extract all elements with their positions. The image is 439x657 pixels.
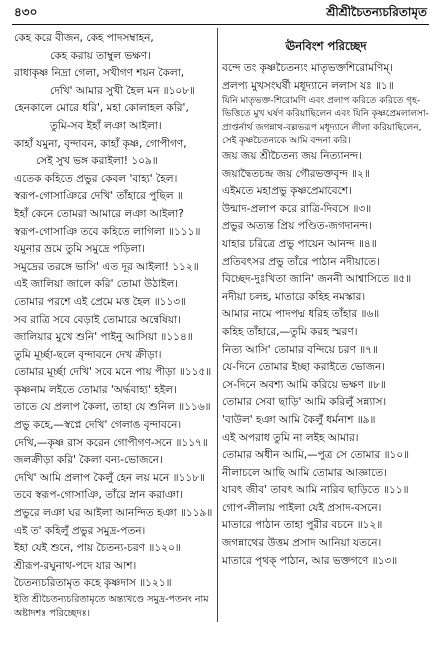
verse-line: স্বরূপ-গোসাঞি তবে কহিতে লাগিলা ॥১১১॥ [14,225,201,238]
verse-line: বিচ্ছেদ-দুঃখিতা জানি' জননী আশ্বাসিতে ॥৫॥ [222,273,412,286]
verse-line: সে-দিনে অবশ্য আমি করিয়ে ভক্ষণ ॥৮॥ [222,378,386,391]
verse-line: হেনকালে মোরে ধরি', মহা কোলাহল করি', [14,102,189,115]
verse-line: দেখি,—কৃষ্ণ রাস করেন গোপীগণ-সনে ॥১১৭॥ [14,436,208,449]
verse-line: দেখি' আমার সুখী হৈল মন ॥১০৮॥ [50,84,196,97]
verse-line: যাবৎ জীব' তাবৎ আমি নারিব ছাড়িতে ॥১১॥ [222,484,409,497]
verse-line: জগন্নাথের উত্তম প্রসাদ আনিয়া যতনে। [222,537,382,550]
verse-line: জয় জয় শ্রীচৈতন্য জয় নিত্যানন্দ। [222,150,362,162]
invocation-line: প্রলপ্য মুখসংঘর্ষী মধূদ্যানে ললাস যঃ ॥১॥ [222,79,394,92]
verse-line: তুমি মূর্চ্ছা-ছলে বৃন্দাবনে দেখ ক্রীড়া। [14,348,162,361]
verse-line: কেহ করায় তাম্বুল ভক্ষণ। [50,49,151,62]
verse-line: যমুনার ভ্রমে তুমি সমুদ্রে পড়িলা। [14,243,146,256]
verse-line: তাতে যে প্রলাপ কৈলা, তাহা যে শুনিল ॥১১৬॥ [14,401,211,414]
header-rule [12,24,429,25]
verse-line: ইহাঁ কেনে তোমরা আমারে লঞা আইলা? [14,207,184,220]
chapter-title: ঊনবিংশ পরিচ্ছেদ [285,39,367,53]
verse-line: জালিয়ার মুখে শুনি' পাইনু আসিয়া ॥১১৪॥ [14,331,193,344]
verse-line: তোমার সেবা ছাড়ি' আমি করিলুঁ সন্ন্যাস। [222,396,387,409]
verse-line: স্বরূপ-গোসাঞিরে দেখি' তাঁহারে পুছিল ॥ [14,190,183,203]
verse-line: জয়াদ্বৈতচন্দ্র জয় গৌরভক্তবৃন্দ ॥২॥ [222,167,370,180]
verse-line: প্রভু কহে,—স্বপ্নে দেখি' গেলাঙ বৃন্দাবনে। [14,419,182,432]
verse-line: সব রাত্রি সবে বেড়াই তোমারে অন্বেষিয়া। [14,313,181,326]
verse-line: এই অপরাধ তুমি না লইহ আমার। [222,431,359,444]
verse-line: উন্মাদ-প্রলাপ করে রাত্রি-দিবসে ॥৩॥ [222,202,372,215]
verse-line: জলক্রীড়া করি' কৈলা বন্য-ভোজনে। [14,454,163,467]
verse-line: সেই সুখ ভঙ্গ করাইলা! ১০৯॥ [36,155,158,168]
verse-line: গোপ-লীলায় পাইলা যেই প্রসাদ-বসনে। [222,501,382,514]
verse-line: নদীয়া চলহ, মাতারে কহিহ নমস্কার। [222,290,366,303]
verse-line: প্রভুর অত্যন্ত প্রিয় পণ্ডিত-জগদানন্দ। [222,220,372,233]
commentary: যিনি মাতৃভক্ত-শিরোমণি এবং প্রলাপ করিতে করিতে গৃহ-ভিত্তিতে মুখ ঘর্ষণ করিয়াছিলেন এবং যিনি কৃষ্ণপ্রেমলালসা-প্রাপ্তর্নার্থ জগন্নাথ-বল্লভরূপ মধূদ্যানে লীলা করিয়াছিলেন, সেই কৃষ্ণচৈতন্যকে আমি বন্দনা করি। [222,96,429,146]
verse-line: ইহা যেই শুনে, পায় চৈতন্য-চরণ ॥১২০॥ [14,542,181,555]
right-column [222,36,430,570]
verse-line: সমুদ্রের তরঙ্গে ভাসি' এত দূর আইলা! ১১২॥ [14,260,199,273]
verse-line: তোমার মূর্চ্ছা দেখি' সবে মনে পায় পীড়া ॥১১৫॥ [14,366,212,379]
page-header [14,4,429,22]
book-title: শ্রীশ্রীচৈতন্যচরিতামৃত [326,5,427,19]
verse-line: তবে স্বরূপ-গোসাঞি, তাঁরে স্নান করাঞা। [14,489,183,502]
page-number: ৪৩০ [14,5,38,19]
verse-line: তোমার অধীন আমি,—পুত্র সে তোমার ॥১০॥ [222,449,410,462]
verse-line: কেহ করে বীজন, কেহ পাদসম্বাহন, [14,32,154,44]
verse-line: এতেক কহিতে প্রভুর কেবল 'বাহ্য' হৈল। [14,172,178,185]
verse-line: এই জালিয়া জালে করি' তোমা উঠাইল। [14,278,179,291]
verse-line: মাতারে পাঠান তাহা পুরীর বচনে ॥১২॥ [222,519,383,532]
left-column [14,30,214,621]
verse-line: নিত্য আসি' তোমার বন্দিয়ে চরণ ॥৭॥ [222,343,378,356]
verse-line: প্রতিবৎসর প্রভু তাঁরে পাঠান নদীয়াতে। [222,255,380,268]
verse-line: মাতারে পৃথক্ পাঠান, আর ভক্তগণে ॥১৩॥ [222,554,398,567]
verse-line: 'বাউল' হঞা আমি কৈলুঁ ধর্মনাশ ॥৯॥ [222,413,376,426]
verse-line: আমার নামে পাদপদ্ম ধরিহ তাঁহার ॥৬॥ [222,308,380,321]
verse-line: এইমতে মহাপ্রভু কৃষ্ণপ্রেমাবেশে। [222,185,352,198]
column-divider [217,28,218,622]
verse-line: নীলাচলে আছি আমি তোমার আজ্ঞাতে। [222,466,387,479]
verse-line: যাহার চরিত্রে প্রভু পায়েন আনন্দ ॥৪॥ [222,237,377,250]
verse-line: রাধাকৃষ্ণ নিদ্রা গেলা, সখীগণ শয়ন কৈলা, [14,67,185,80]
verse-line: চৈতন্যচরিতামৃত কহে কৃষ্ণদাস ॥১২১॥ [14,577,172,590]
verse-line: এই ত' কহিলুঁ প্রভুর সমুদ্র-পতন। [14,524,146,537]
verse-line: শ্রীরূপ-রঘুনাথ-পদে যার আশ। [14,559,137,572]
verse-line: কৃষ্ণনাম লইতে তোমার 'অর্দ্ধবাহ্য' হইল। [14,383,177,396]
verse-line: কাহাঁ যমুনা, বৃন্দাবন, কাহাঁ কৃষ্ণ, গোপীগণ, [14,137,187,150]
verse-line: তোমার পরশে এই প্রেমে মত্ত হৈল ॥১১৩॥ [14,295,187,308]
verse-line: যে-দিনে তোমার ইচ্ছা করাইতে ভোজন। [222,361,386,374]
verse-line: কহিহ তাঁহারে,—তুমি করহ স্মরণ। [222,325,358,338]
invocation-line: বন্দে তং কৃষ্ণচৈতন্যং মাতৃভক্তশিরোমণিম্। [222,62,393,74]
chapter-colophon: ইতি শ্রীচৈতন্যচরিতামৃতে অন্ত্যখণ্ডে সমুদ্র-পতনং নাম অষ্টাদশঃ পরিচ্ছেদঃ। [14,594,209,619]
verse-line: তুমি-সব ইহাঁ লঞা আইলা। [50,119,162,132]
verse-line: দেখি' আমি প্রলাপ কৈলুঁ হেন লয় মনে ॥১১৮॥ [14,471,205,484]
verse-line: প্রভুরে লঞা ঘর আইলা আনন্দিত হঞা ॥১১৯॥ [14,507,213,520]
